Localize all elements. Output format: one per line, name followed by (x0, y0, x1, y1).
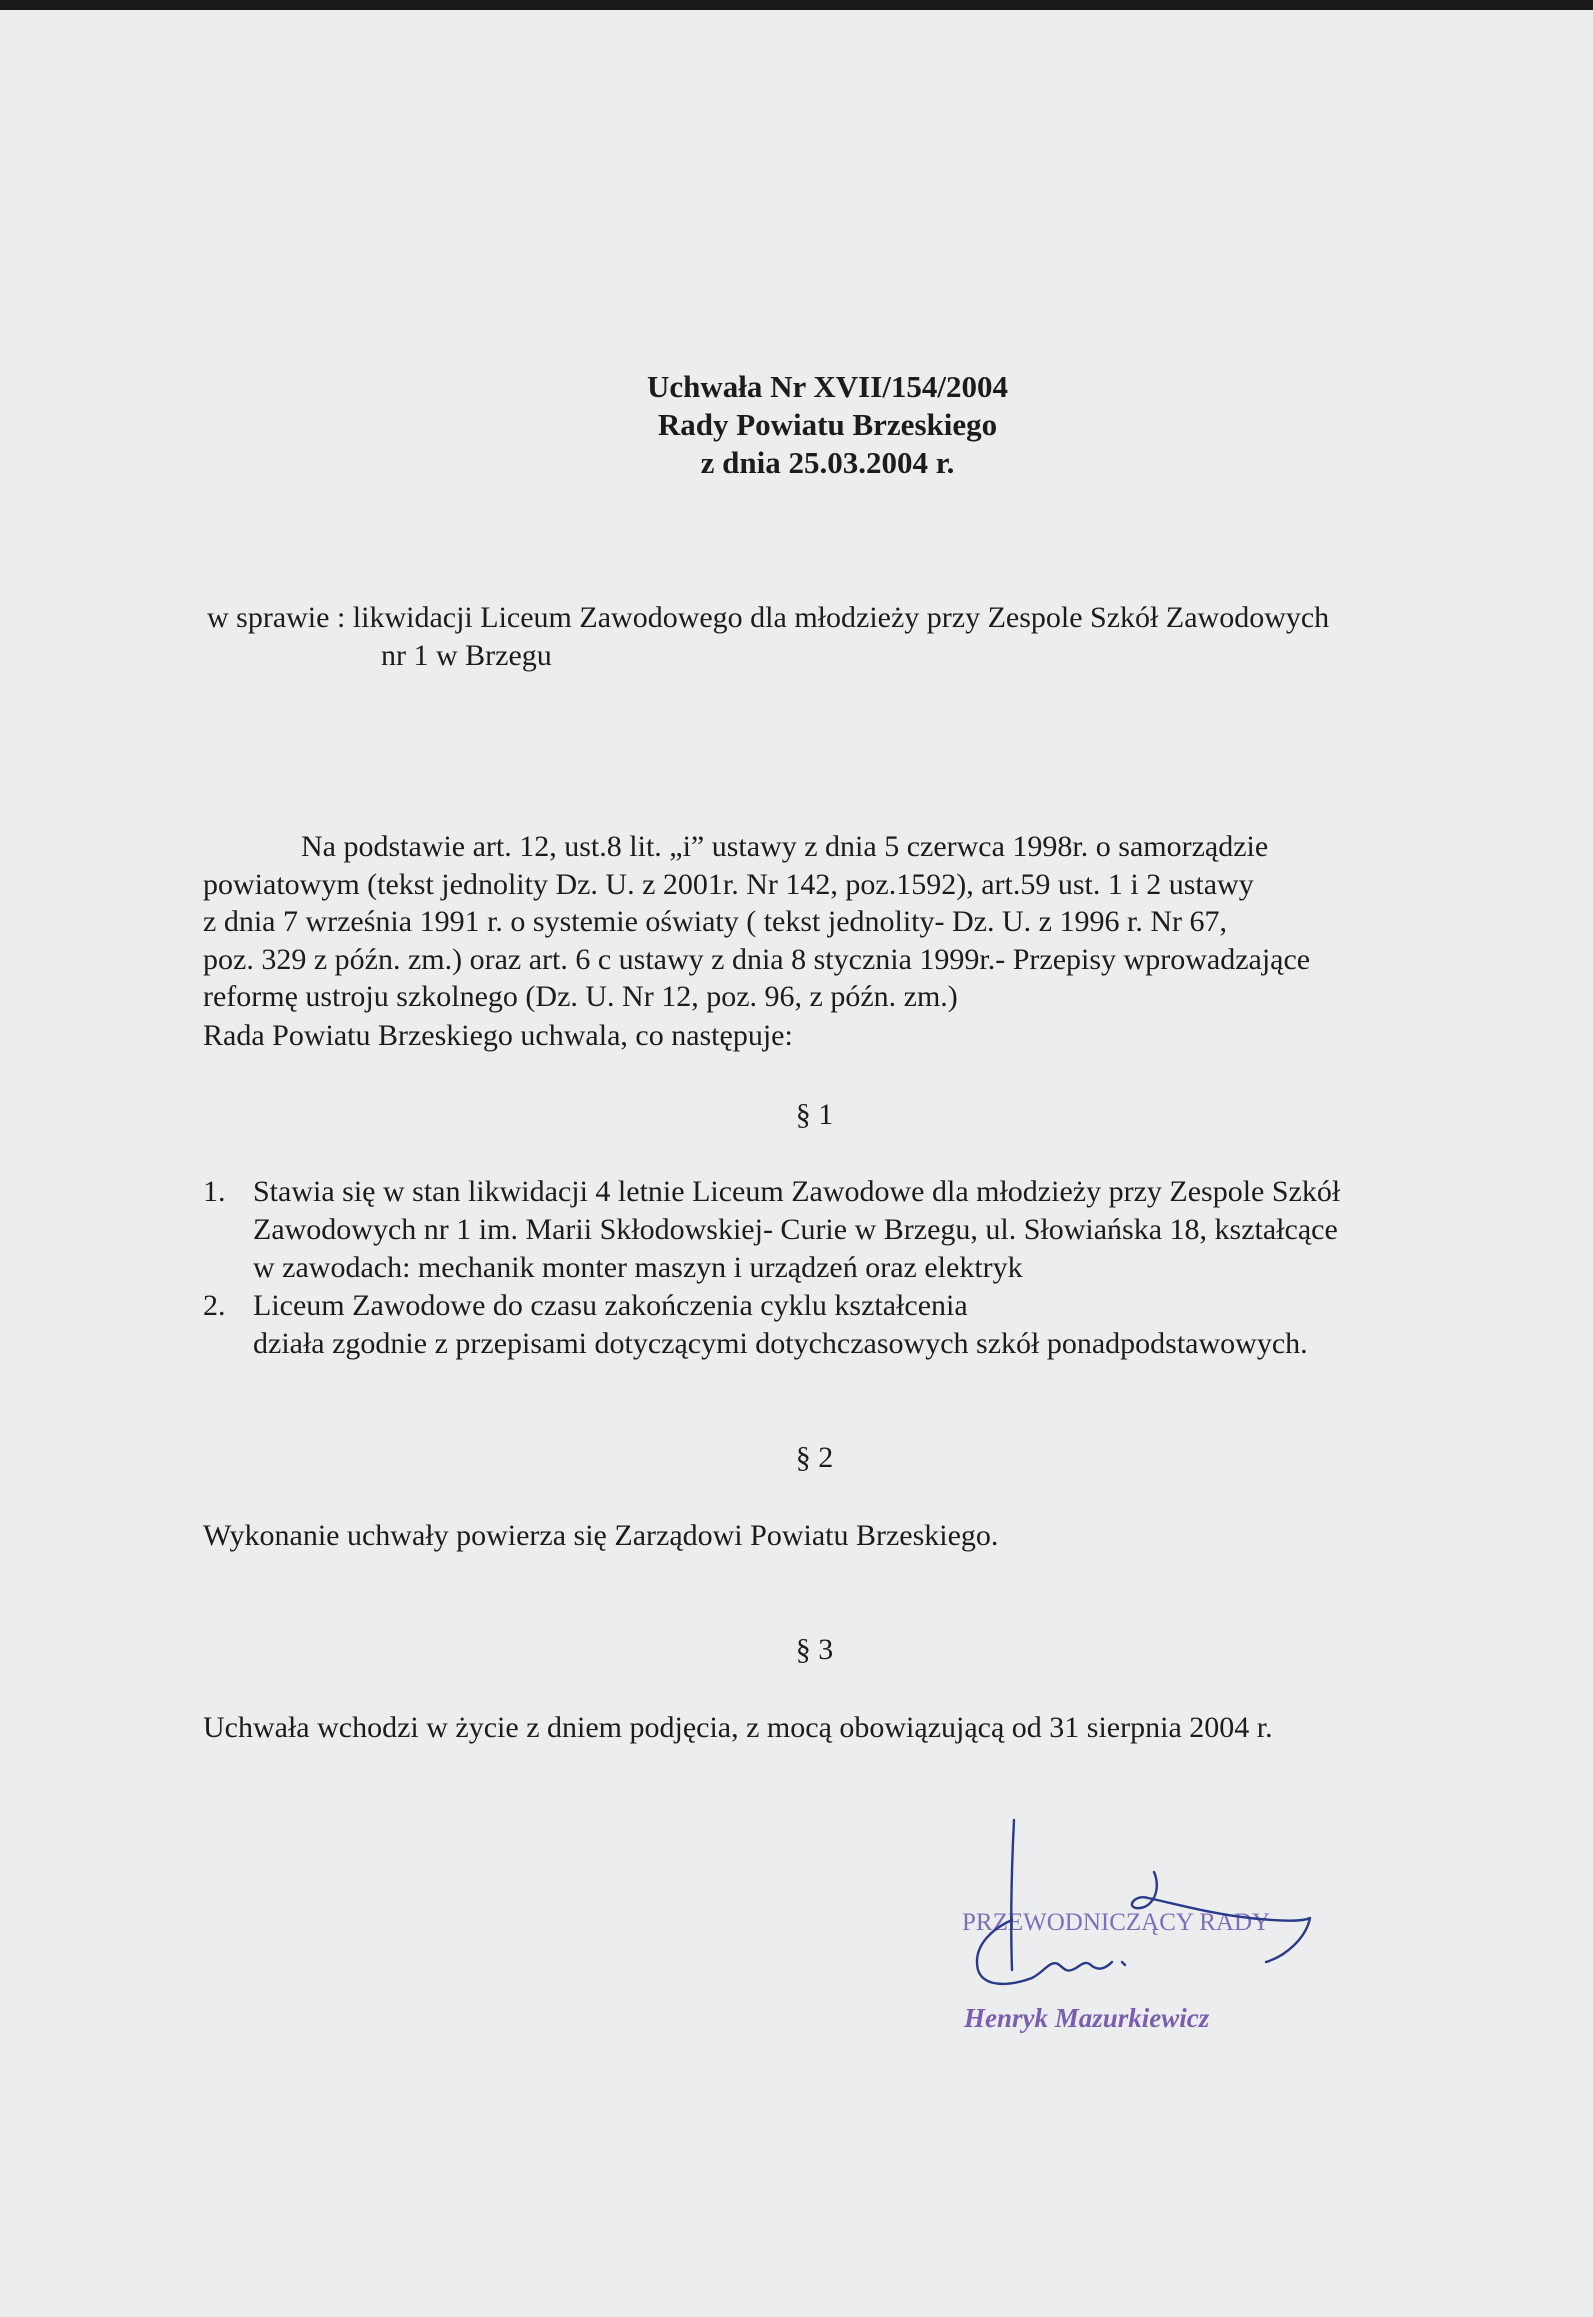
preamble-line: Na podstawie art. 12, ust.8 lit. „i” ustawy z dnia 5 czerwca 1998r. o samorządzie (301, 830, 1269, 863)
council-name: Rady Powiatu Brzeskiego (657, 407, 998, 442)
handwritten-signature (977, 1820, 1310, 1984)
subject-line-2: nr 1 w Brzegu (381, 639, 552, 672)
document-page (0, 10, 1593, 2317)
resolution-date: z dnia 25.03.2004 r. (700, 445, 955, 480)
preamble-line: poz. 329 z późn. zm.) oraz art. 6 c ustawy z dnia 8 stycznia 1999r.- Przepisy wprowadzające (203, 943, 1311, 976)
preamble-line: powiatowym (tekst jednolity Dz. U. z 2001r. Nr 142, poz.1592), art.59 ust. 1 i 2 ustawy (203, 868, 1254, 901)
section-3-text: Uchwała wchodzi w życie z dniem podjęcia, z mocą obowiązującą od 31 sierpnia 2004 r. (203, 1711, 1273, 1744)
preamble-line: reformę ustroju szkolnego (Dz. U. Nr 12, poz. 96, z późn. zm.) (203, 980, 958, 1013)
subject-line-1: w sprawie : likwidacji Liceum Zawodowego dla młodzieży przy Zespole Szkół Zawodowych (207, 601, 1330, 634)
list-item-line: Stawia się w stan likwidacji 4 letnie Liceum Zawodowe dla młodzieży przy Zespole Szkół (253, 1175, 1341, 1208)
section-2-text: Wykonanie uchwały powierza się Zarządowi Powiatu Brzeskiego. (203, 1519, 999, 1552)
list-item-number: 1. (203, 1175, 226, 1208)
list-item-line: działa zgodnie z przepisami dotyczącymi dotychczasowych szkół ponadpodstawowych. (253, 1327, 1308, 1360)
list-item-line: Liceum Zawodowe do czasu zakończenia cyklu kształcenia (253, 1289, 968, 1322)
section-3-heading: § 3 (795, 1633, 834, 1666)
preamble-line: Rada Powiatu Brzeskiego uchwala, co następuje: (203, 1019, 793, 1052)
stamp-name: Henryk Mazurkiewicz (964, 2003, 1210, 2033)
list-item-line: Zawodowych nr 1 im. Marii Skłodowskiej- Curie w Brzegu, ul. Słowiańska 18, kształcące (253, 1213, 1338, 1246)
section-2-heading: § 2 (795, 1441, 834, 1474)
stamp-title: PRZEWODNICZĄCY RADY (962, 1909, 1271, 1936)
section-1-heading: § 1 (795, 1098, 834, 1131)
list-item-number: 2. (203, 1289, 226, 1322)
resolution-number: Uchwała Nr XVII/154/2004 (646, 369, 1009, 404)
signature-stamp (940, 1810, 1380, 2070)
list-item-line: w zawodach: mechanik monter maszyn i urządzeń oraz elektryk (253, 1251, 1023, 1284)
preamble-line: z dnia 7 września 1991 r. o systemie oświaty ( tekst jednolity- Dz. U. z 1996 r. Nr 67, (203, 905, 1227, 938)
